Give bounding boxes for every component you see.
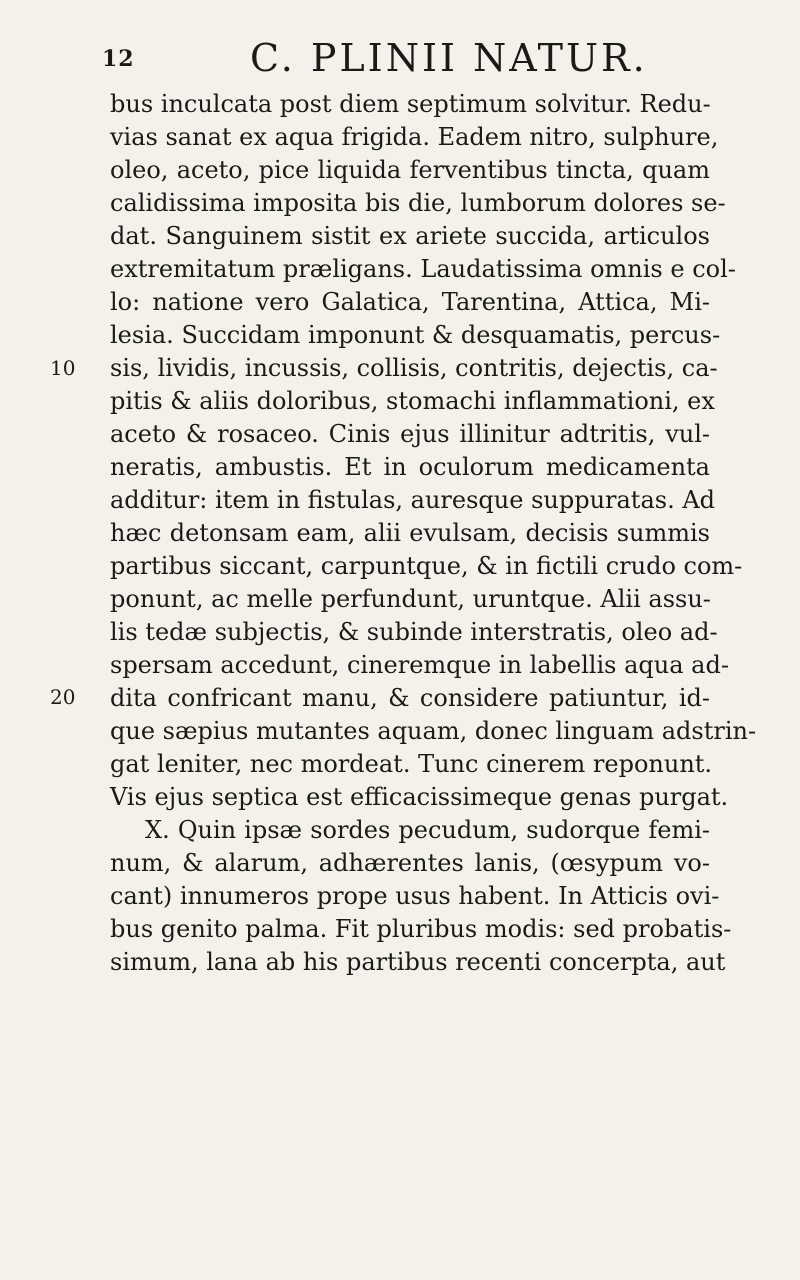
text-line-3: oleo, aceto, pice liquida ferventibus tincta, quam: [110, 156, 710, 184]
margin-line-number-20: 20: [50, 685, 76, 709]
running-title: C. PLINII NATUR.: [250, 36, 648, 80]
text-line-26: bus genito palma. Fit pluribus modis: sed probatis-: [110, 915, 732, 943]
text-line-2: vias sanat ex aqua frigida. Eadem nitro, sulphure,: [110, 123, 719, 151]
text-line-12: neratis, ambustis. Et in oculorum medicamenta: [110, 453, 710, 481]
text-line-19: dita confricant manu, & considere patiuntur, id-: [110, 684, 710, 712]
text-line-8: lesia. Succidam imponunt & desquamatis, percus-: [110, 321, 721, 349]
text-line-27: simum, lana ab his partibus recenti concerpta, aut: [110, 948, 726, 976]
text-line-23: X. Quin ipsæ sordes pecudum, sudorque femi-: [145, 816, 710, 844]
text-line-11: aceto & rosaceo. Cinis ejus illinitur adtritis, vul-: [110, 420, 710, 448]
text-line-16: ponunt, ac melle perfundunt, uruntque. Alii assu-: [110, 585, 711, 613]
text-line-6: extremitatum præligans. Laudatissima omnis e col-: [110, 255, 736, 283]
text-line-20: que sæpius mutantes aquam, donec linguam adstrin-: [110, 717, 757, 745]
text-line-10: pitis & aliis doloribus, stomachi inflammationi, ex: [110, 387, 715, 415]
text-line-18: spersam accedunt, cineremque in labellis aqua ad-: [110, 651, 729, 679]
text-line-13: additur: item in fistulas, auresque suppuratas. Ad: [110, 486, 716, 514]
text-line-22: Vis ejus septica est efficacissimeque genas purgat.: [110, 783, 729, 811]
text-line-17: lis tedæ subjectis, & subinde interstratis, oleo ad-: [110, 618, 718, 646]
text-line-9: sis, lividis, incussis, collisis, contritis, dejectis, ca-: [110, 354, 718, 382]
text-line-21: gat leniter, nec mordeat. Tunc cinerem reponunt.: [110, 750, 713, 778]
text-line-24: num, & alarum, adhærentes lanis, (œsypum vo-: [110, 849, 710, 877]
text-line-5: dat. Sanguinem sistit ex ariete succida, articulos: [110, 222, 710, 250]
text-line-4: calidissima imposita bis die, lumborum dolores se-: [110, 189, 726, 217]
text-line-1: bus inculcata post diem septimum solvitur. Redu-: [110, 90, 711, 118]
text-line-7: lo: natione vero Galatica, Tarentina, Attica, Mi-: [110, 288, 710, 316]
text-line-14: hæc detonsam eam, alii evulsam, decisis summis: [110, 519, 710, 547]
page-number: 12: [102, 46, 135, 72]
margin-line-number-10: 10: [50, 356, 76, 380]
text-line-15: partibus siccant, carpuntque, & in fictili crudo com-: [110, 552, 743, 580]
text-line-25: cant) innumeros prope usus habent. In Atticis ovi-: [110, 882, 720, 910]
